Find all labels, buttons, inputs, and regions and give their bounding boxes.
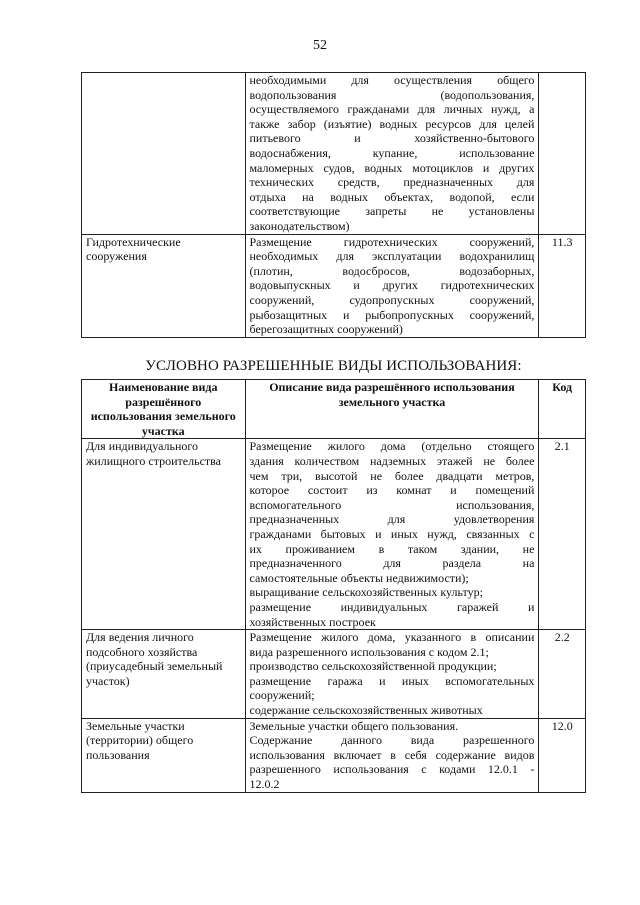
description-line: вспомогательного использования, [249, 497, 535, 512]
use-type-name: Для индивидуального жилищного строительства [82, 439, 246, 630]
description-line: технических средств, предназначенных для [249, 175, 535, 190]
description-line: Размещение жилого дома, указанного в описании [249, 630, 535, 645]
description-line: 12.0.2 [249, 777, 280, 792]
use-type-description [245, 234, 539, 337]
description-line: отдыха на водных объектах, водопой, если [249, 189, 535, 204]
description-line: необходимых для эксплуатации водохранилищ [249, 249, 535, 264]
use-type-code: 2.1 [539, 439, 586, 630]
table-header-row [82, 380, 586, 439]
use-type-code: 2.2 [539, 630, 586, 719]
use-type-description [245, 439, 539, 630]
description-line: берегозащитных сооружений) [249, 322, 403, 337]
description-line: также забор (изъятие) водных ресурсов для целей [249, 116, 535, 131]
table-row [82, 439, 586, 630]
page-number: 52 [313, 38, 327, 53]
description-line: гражданами бытовых и иных нужд, связанных с [249, 526, 535, 541]
use-type-name: Для ведения личного подсобного хозяйства (приусадебный земельный участок) [82, 630, 246, 719]
description-line: их проживанием в таком здании, не [249, 541, 535, 556]
table-row [82, 234, 586, 337]
use-type-code [539, 73, 586, 235]
conditional-land-use-table [81, 379, 586, 793]
description-line: Размещение жилого дома (отдельно стоящего [249, 439, 535, 454]
description-line: водопользования (водопользования, [249, 87, 535, 102]
description-line: водовыпускных и других гидротехнических [249, 278, 535, 293]
description-line: размещение гаража и иных вспомогательных [249, 673, 535, 688]
use-type-name: Гидротехнические сооружения [82, 234, 246, 337]
table-row [82, 73, 586, 235]
description-line: сооружений, судопропускных сооружений, [249, 292, 535, 307]
description-line: здания количеством надземных этажей не более [249, 453, 535, 468]
description-line: водоснабжения, купание, использование [249, 145, 535, 160]
section-heading: УСЛОВНО РАЗРЕШЕННЫЕ ВИДЫ ИСПОЛЬЗОВАНИЯ: [145, 358, 522, 374]
description-line: соответствующие запреты не установлены [249, 204, 535, 219]
description-line: использования включает в себя содержание видов [249, 747, 535, 762]
description-line: сооружений; [249, 688, 315, 703]
description-line: размещение индивидуальных гаражей и [249, 599, 535, 614]
description-line: самостоятельные объекты недвижимости); [249, 570, 469, 585]
description-line: производство сельскохозяйственной продукции; [249, 659, 497, 674]
header-code: Код [539, 380, 586, 439]
use-type-description [245, 718, 539, 792]
use-type-description [245, 630, 539, 719]
description-line: выращивание сельскохозяйственных культур; [249, 585, 483, 600]
description-line: разрешенного использования с кодами 12.0.1 - [249, 762, 535, 777]
description-line: законодательством) [249, 218, 350, 233]
description-line: содержание сельскохозяйственных животных [249, 703, 483, 718]
header-name: Наименование вида разрешённого использования земельного участка [82, 380, 246, 439]
header-description: Описание вида разрешённого использования земельного участка [245, 380, 539, 439]
use-type-code: 12.0 [539, 718, 586, 792]
use-type-code: 11.3 [539, 234, 586, 337]
description-line: маломерных судов, водных мотоциклов и других [249, 160, 535, 175]
description-line: необходимыми для осуществления общего [249, 73, 535, 87]
description-line: чем три, высотой не более двадцати метров, [249, 468, 535, 483]
description-line: которое состоит из комнат и помещений [249, 483, 535, 498]
use-type-name: Земельные участки (территории) общего пользования [82, 718, 246, 792]
description-line: предназначенного для раздела на [249, 556, 535, 571]
description-line: (плотин, водосбросов, водозаборных, [249, 263, 535, 278]
land-use-table-continued [81, 72, 586, 338]
description-line: питьевого и хозяйственно-бытового [249, 131, 535, 146]
description-line: Земельные участки общего пользования. [249, 718, 459, 733]
description-line: осуществляемого гражданами для личных нужд, а [249, 102, 535, 117]
table-row [82, 718, 586, 792]
description-line: рыбозащитных и рыбопропускных сооружений, [249, 307, 535, 322]
description-line: Содержание данного вида разрешенного [249, 733, 535, 748]
description-line: предназначенных для удовлетворения [249, 512, 535, 527]
table1-body [82, 73, 586, 338]
use-type-name [82, 73, 246, 235]
use-type-description [245, 73, 539, 235]
table-row [82, 630, 586, 719]
description-line: хозяйственных построек [249, 614, 376, 629]
table2-body [82, 439, 586, 792]
description-line: Размещение гидротехнических сооружений, [249, 234, 535, 249]
description-line: вида разрешенного использования с кодом 2.1; [249, 644, 489, 659]
